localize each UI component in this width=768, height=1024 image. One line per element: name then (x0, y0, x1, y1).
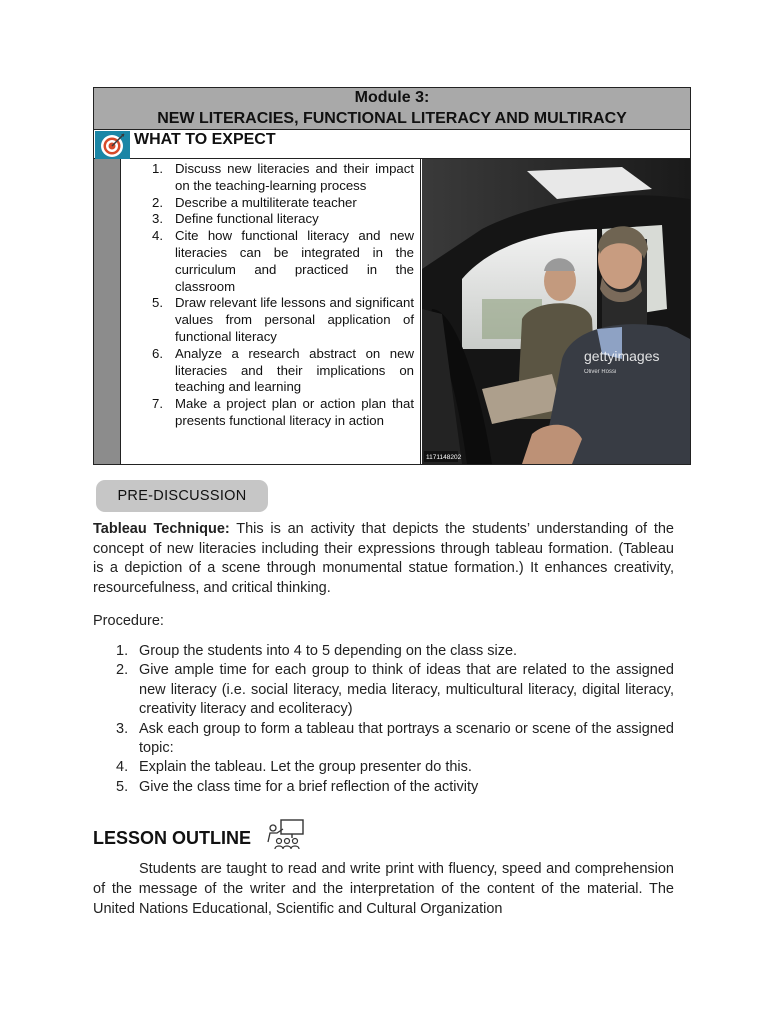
what-to-expect-title: WHAT TO EXPECT (134, 131, 276, 148)
procedure-label: Procedure: (93, 613, 164, 629)
procedure-step: 5. Give the class time for a brief reflection of the activity (116, 778, 479, 795)
procedure-list (116, 642, 674, 797)
left-gray-column (94, 159, 121, 464)
module-number: Module 3: (354, 89, 430, 106)
teacher-presentation-icon (265, 818, 307, 850)
pre-discussion-label: PRE-DISCUSSION (96, 480, 268, 512)
procedure-step: 1. Group the students into 4 to 5 depending on the class size. (116, 643, 518, 659)
objective-item: 7. Make a project plan or action plan that presents functional literacy in action (152, 396, 414, 428)
tableau-lead: Tableau Technique: (93, 521, 230, 537)
watermark-text: gettyimages (584, 348, 660, 364)
target-icon (95, 131, 130, 159)
photo-id: 1171148202 (426, 454, 462, 461)
column-divider (420, 159, 421, 464)
objective-item: 3. Define functional literacy (152, 211, 319, 227)
objective-item: 1. Discuss new literacies and their impact on the teaching-learning process (152, 161, 414, 193)
objective-item: 6. Analyze a research abstract on new literacies and their implications on teaching and learning (152, 345, 414, 395)
car-interior-photo (422, 159, 690, 464)
objectives-list (146, 161, 414, 430)
tableau-body: This is an activity that depicts the students’ understanding of the concept of new literacies including their expressions through tableau formation. (Tableau is a depiction of a scene through monumental statue formation.) It enhances creativity, resourcefulness, and critical thinking. (93, 521, 674, 596)
objective-item: 5. Draw relevant life lessons and significant values from personal application of functional literacy (152, 295, 414, 344)
objective-item: 4. Cite how functional literacy and new literacies can be integrated in the curriculum and practiced in the classroom (152, 228, 414, 294)
procedure-step: 4. Explain the tableau. Let the group presenter do this. (116, 759, 472, 776)
photo-credit: Oliver Rossi (584, 369, 617, 375)
lesson-outline-paragraph (93, 860, 674, 919)
lesson-body: Students are taught to read and write print with fluency, speed and comprehension of the message of the writer and the interpretation of the content of the material. The United Nations Educational, Scientific and Cultural Organization (93, 861, 674, 917)
objective-item: 2. Describe a multiliterate teacher (152, 194, 357, 210)
procedure-step: 2. Give ample time for each group to think of ideas that are related to the assigned new literacy (i.e. social literacy, media literacy, multicultural literacy, digital literacy, creativity literacy and ecoliteracy) (116, 662, 674, 718)
tableau-paragraph (93, 520, 674, 598)
module-title: NEW LITERACIES, FUNCTIONAL LITERACY AND MULTIRACY (157, 110, 627, 127)
procedure-step: 3. Ask each group to form a tableau that portrays a scenario or scene of the assigned topic: (116, 720, 674, 757)
lesson-outline-title: LESSON OUTLINE (93, 828, 252, 848)
